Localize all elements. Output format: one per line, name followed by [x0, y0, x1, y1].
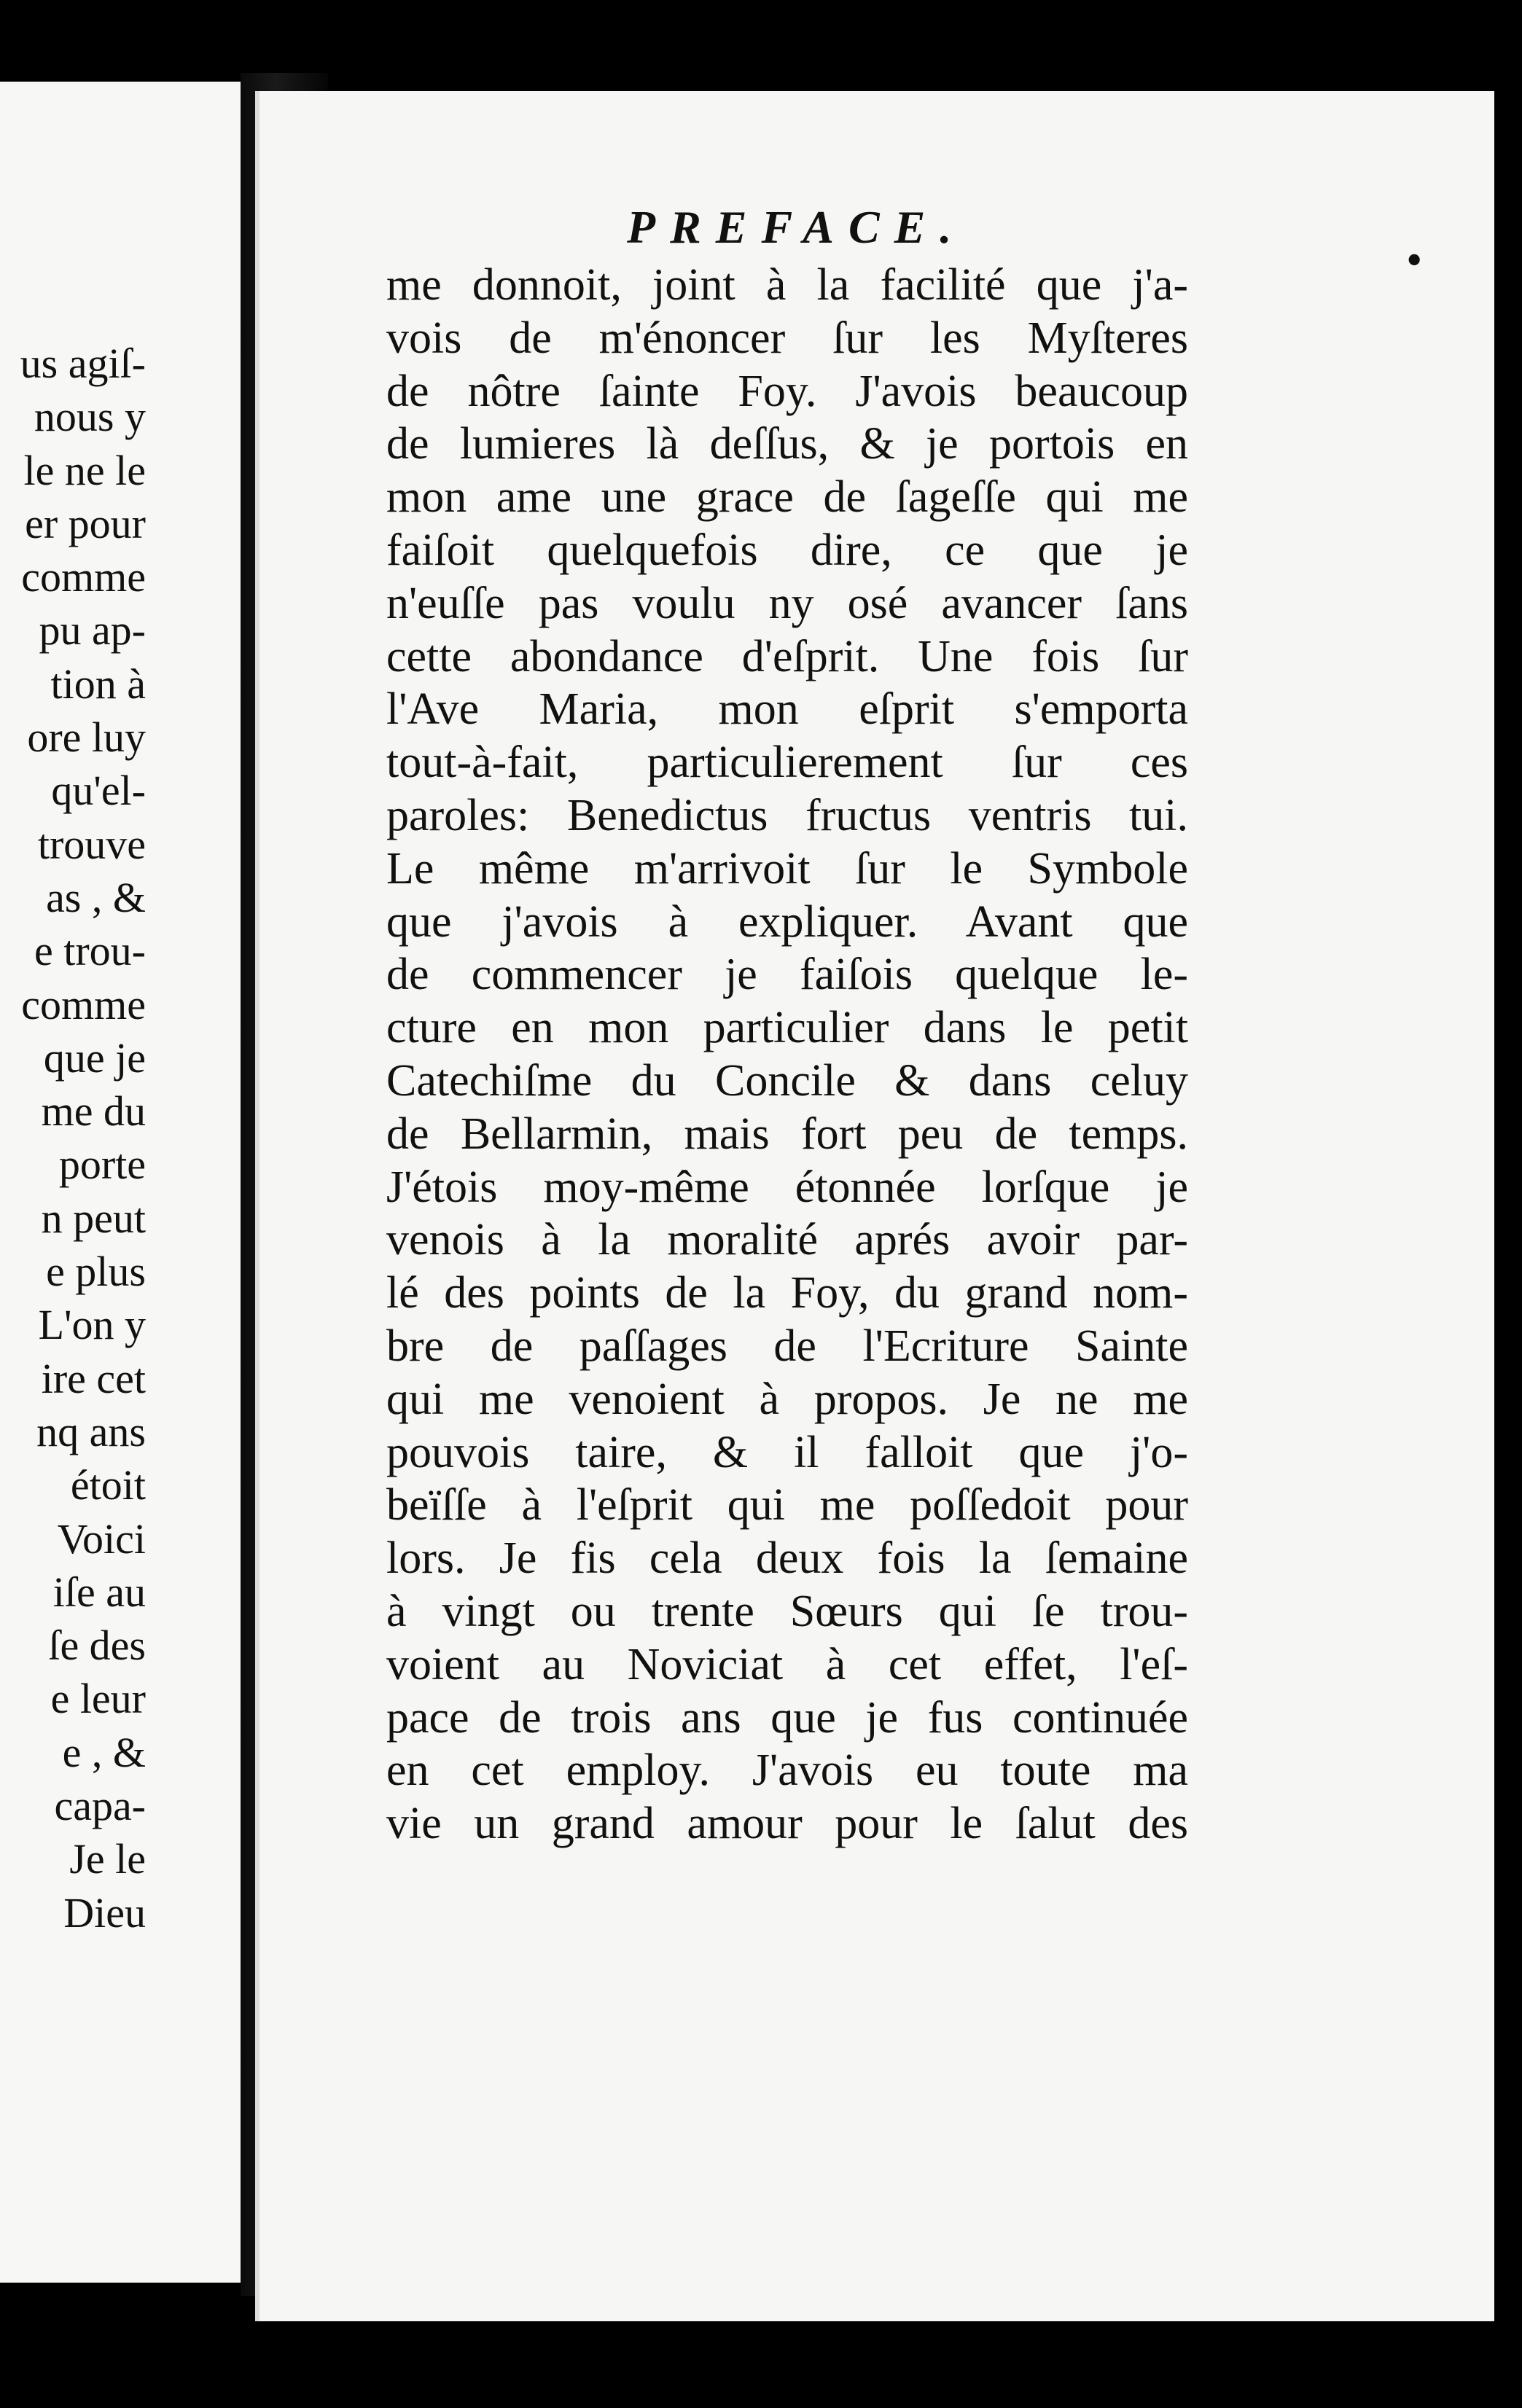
left-page-line: nous y	[34, 393, 146, 441]
left-page-line: n peut	[41, 1194, 146, 1242]
left-page-text-fragments	[20, 337, 146, 1939]
left-page-line: e plus	[46, 1248, 146, 1296]
text-line: Le même m'arrivoit ſur le Symbole	[386, 843, 1188, 894]
left-page-line: e leur	[50, 1675, 146, 1723]
left-page-line: ore luy	[27, 714, 146, 762]
text-line: de lumieres là deſſus, & je portois en	[386, 419, 1188, 469]
left-page-line: e trou-	[34, 927, 146, 975]
left-page-line: e , &	[62, 1728, 146, 1776]
preface-body-text	[386, 259, 1188, 1850]
left-page-line: capa-	[54, 1782, 146, 1830]
text-line: vois de m'énoncer ſur les Myſteres	[386, 313, 1188, 363]
text-line: bre de paſſages de l'Ecriture Sainte	[386, 1321, 1188, 1371]
text-line: lors. Je fis cela deux fois la ſemaine	[386, 1533, 1188, 1584]
left-page-line: pu ap-	[39, 606, 146, 654]
text-line: pouvois taire, & il falloit que j'o-	[386, 1427, 1188, 1477]
text-line: de commencer je faiſois quelque le-	[386, 950, 1188, 1000]
text-line: n'euſſe pas voulu ny osé avancer ſans	[386, 578, 1188, 628]
text-line: à vingt ou trente Sœurs qui ſe trou-	[386, 1586, 1188, 1636]
right-page	[255, 91, 1494, 2321]
left-page-line: me du	[41, 1087, 146, 1135]
left-page-line: er pour	[25, 499, 146, 547]
text-line: me donnoit, joint à la facilité que j'a-	[386, 260, 1188, 310]
left-page-line: ire cet	[41, 1354, 146, 1402]
text-line: voient au Noviciat à cet effet, l'eſ-	[386, 1639, 1188, 1689]
text-line: faiſoit quelquefois dire, ce que je	[386, 525, 1188, 575]
left-page-line: comme	[21, 553, 146, 601]
left-page-line: comme	[21, 980, 146, 1028]
left-page-line: le ne le	[23, 446, 146, 494]
text-line: en cet employ. J'avois eu toute ma	[386, 1746, 1188, 1796]
text-line: de Bellarmin, mais fort peu de temps.	[386, 1109, 1188, 1159]
left-page-line: porte	[58, 1141, 146, 1189]
margin-mark: •	[1407, 238, 1421, 283]
left-facing-page	[0, 82, 245, 2283]
text-line: mon ame une grace de ſageſſe qui me	[386, 472, 1188, 523]
text-line: de nôtre ſainte Foy. J'avois beaucoup	[386, 366, 1188, 416]
left-page-line: Dieu	[63, 1888, 146, 1936]
text-line: pace de trois ans que je fus continuée	[386, 1692, 1188, 1743]
left-page-line: trouve	[37, 820, 146, 868]
left-page-line: qu'el-	[51, 767, 146, 815]
left-page-line: as , &	[46, 873, 146, 921]
left-page-line: ſe des	[48, 1622, 146, 1670]
text-line: vie un grand amour pour le ſalut des	[386, 1799, 1188, 1849]
left-page-line: tion à	[50, 660, 146, 708]
left-page-line: nq ans	[36, 1407, 146, 1455]
text-line: lé des points de la Foy, du grand nom-	[386, 1268, 1188, 1318]
text-line: cture en mon particulier dans le petit	[386, 1003, 1188, 1053]
text-line: Catechiſme du Concile & dans celuy	[386, 1055, 1188, 1106]
left-page-line: que je	[43, 1033, 146, 1082]
text-line: tout-à-fait, particulierement ſur ces	[386, 738, 1188, 788]
left-page-line: Voici	[57, 1514, 146, 1563]
left-page-line: iſe au	[52, 1568, 146, 1616]
text-line: J'étois moy-même étonnée lorſque je	[386, 1162, 1188, 1212]
left-page-line: us agiſ-	[20, 340, 146, 387]
text-line: qui me venoient à propos. Je ne me	[386, 1374, 1188, 1424]
running-head: PREFACE.	[627, 201, 967, 253]
text-line: l'Ave Maria, mon eſprit s'emporta	[386, 684, 1188, 735]
text-line: cette abondance d'eſprit. Une fois ſur	[386, 631, 1188, 681]
text-line: que j'avois à expliquer. Avant que	[386, 896, 1188, 947]
text-line: venois à la moralité aprés avoir par-	[386, 1215, 1188, 1265]
text-line: paroles: Benedictus fructus ventris tui.	[386, 790, 1188, 840]
text-line: beïſſe à l'eſprit qui me poſſedoit pour	[386, 1480, 1188, 1531]
left-page-line: étoit	[70, 1461, 146, 1509]
left-page-line: Je le	[69, 1835, 146, 1883]
left-page-line: L'on y	[38, 1301, 146, 1349]
